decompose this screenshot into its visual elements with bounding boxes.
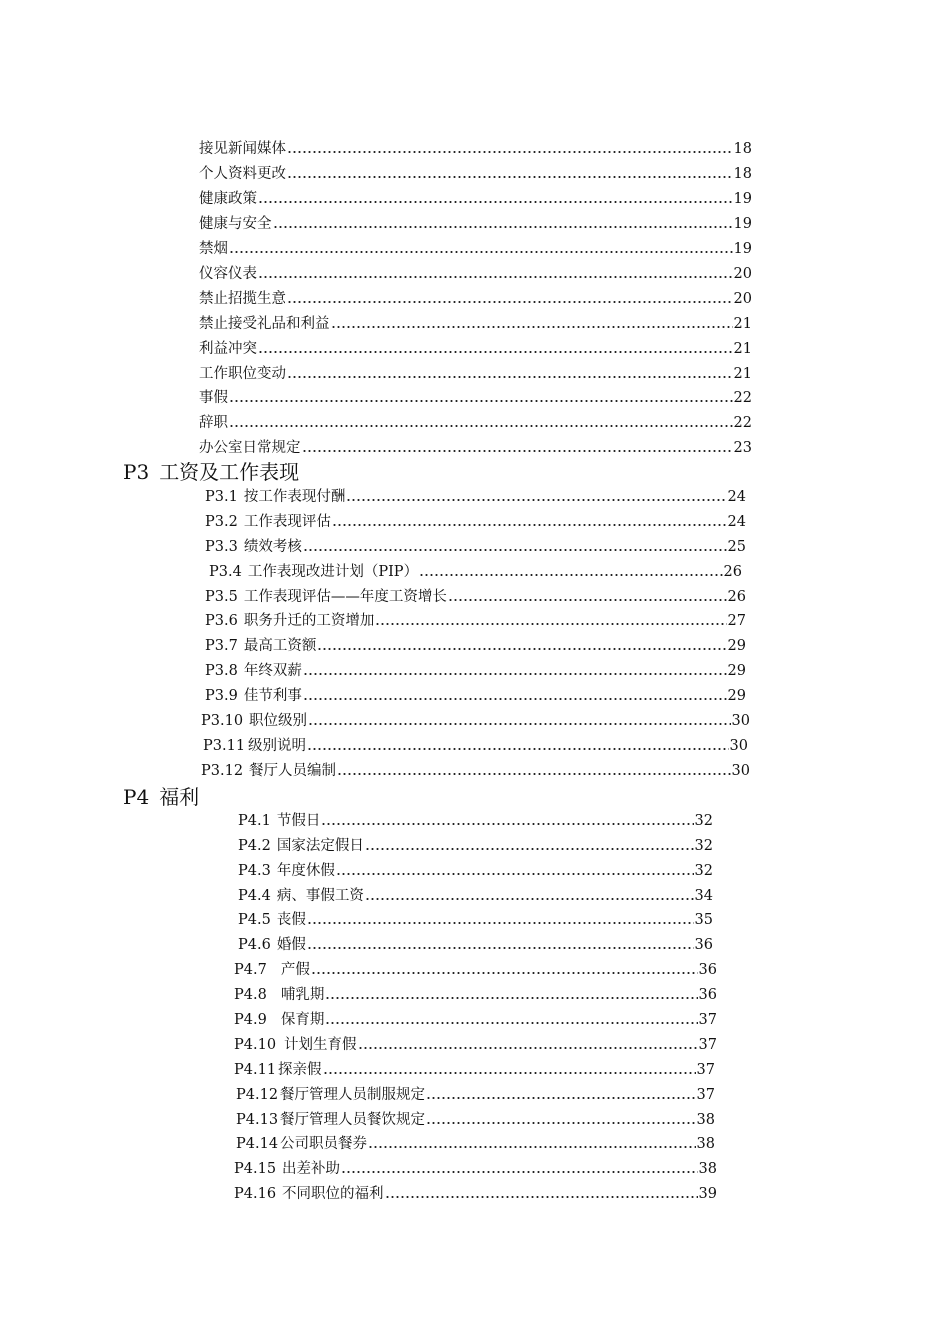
toc-entry-title: 职务升迁的工资增加 [243, 613, 375, 629]
toc-entry[interactable] [199, 413, 752, 433]
toc-entry[interactable] [199, 388, 752, 408]
toc-entry[interactable] [199, 289, 752, 309]
toc-entry-title: 餐厅人员编制 [249, 763, 337, 779]
toc-page-number: 37 [696, 1087, 715, 1103]
toc-page-number: 26 [727, 589, 746, 605]
toc-page-number: 18 [733, 141, 752, 157]
toc-page-number: 37 [698, 1012, 717, 1028]
toc-entry[interactable] [205, 512, 746, 532]
toc-leader-dots [419, 562, 722, 582]
toc-entry-title: 佳节利事 [243, 688, 302, 704]
toc-entry-number: P3.11 [203, 738, 246, 754]
toc-entry-title: 国家法定假日 [276, 838, 364, 854]
toc-leader-dots [323, 1060, 696, 1080]
toc-entry[interactable] [205, 587, 746, 607]
toc-entry-number: P3.5 [205, 589, 238, 605]
section-number: P4 [123, 785, 150, 809]
toc-entry-title: 办公室日常规定 [199, 440, 301, 456]
toc-leader-dots [303, 537, 727, 557]
toc-entry[interactable] [238, 910, 713, 930]
toc-entry-number: P4.7 [234, 962, 267, 978]
toc-entry-title: 绩效考核 [243, 539, 302, 555]
toc-leader-dots [336, 861, 694, 881]
toc-entry-number: P4.4 [238, 888, 271, 904]
toc-leader-dots [308, 711, 731, 731]
toc-entry[interactable] [234, 985, 717, 1005]
toc-entry-title: 事假 [199, 390, 228, 406]
toc-leader-dots [358, 1035, 698, 1055]
toc-entry-number: P4.1 [238, 813, 271, 829]
toc-entry-title: 出差补助 [282, 1161, 341, 1177]
toc-entry-number: P4.2 [238, 838, 271, 854]
toc-page-number: 22 [733, 415, 752, 431]
toc-entry-title: 保育期 [280, 1012, 325, 1028]
toc-leader-dots [273, 214, 733, 234]
toc-page-number: 23 [733, 440, 752, 456]
toc-leader-dots [311, 960, 698, 980]
section-heading-p4[interactable] [123, 784, 199, 810]
toc-entry-number: P4.3 [238, 863, 271, 879]
toc-entry[interactable] [209, 562, 742, 582]
toc-entry-number: P4.13 [236, 1112, 279, 1128]
toc-leader-dots [375, 611, 726, 631]
toc-entry-title: 病、事假工资 [276, 888, 364, 904]
toc-entry-title: 禁止接受礼品和利益 [199, 316, 330, 332]
toc-entry-title: 利益冲突 [199, 341, 257, 357]
toc-page-number: 24 [727, 489, 746, 505]
toc-entry[interactable] [205, 487, 746, 507]
toc-page-number: 38 [698, 1161, 717, 1177]
toc-entry-number: P4.14 [236, 1136, 279, 1152]
toc-entry[interactable] [203, 736, 748, 756]
toc-entry-title: 年度休假 [276, 863, 335, 879]
toc-entry-title: 餐厅管理人员餐饮规定 [280, 1112, 426, 1128]
toc-entry[interactable] [205, 537, 746, 557]
toc-entry[interactable] [199, 364, 752, 384]
toc-page-number: 19 [733, 191, 752, 207]
toc-entry[interactable] [234, 1159, 717, 1179]
section-number: P3 [123, 460, 150, 484]
toc-entry-title: 级别说明 [248, 738, 307, 754]
toc-page-number: 29 [727, 688, 746, 704]
toc-leader-dots [307, 910, 694, 930]
toc-entry-title: 公司职员餐券 [280, 1136, 368, 1152]
toc-entry[interactable] [199, 214, 752, 234]
toc-entry-number: P4.8 [234, 987, 267, 1003]
toc-page-number: 37 [698, 1037, 717, 1053]
toc-entry[interactable] [234, 960, 717, 980]
toc-leader-dots [307, 935, 694, 955]
toc-leader-dots [337, 761, 731, 781]
toc-entry[interactable] [234, 1060, 715, 1080]
toc-leader-dots [385, 1184, 698, 1204]
toc-leader-dots [325, 985, 697, 1005]
toc-entry-title: 计划生育假 [284, 1037, 357, 1053]
toc-page-number: 25 [727, 539, 746, 555]
toc-page-number: 24 [727, 514, 746, 530]
toc-entry[interactable] [199, 438, 752, 458]
toc-entry-title: 产假 [280, 962, 310, 978]
toc-leader-dots [325, 1010, 697, 1030]
toc-leader-dots [346, 487, 726, 507]
toc-entry[interactable] [199, 189, 752, 209]
toc-entry-title: 工作表现改进计划（PIP） [247, 564, 419, 580]
toc-entry-number: P3.1 [205, 489, 238, 505]
toc-page-number: 38 [696, 1136, 715, 1152]
toc-page-number: 38 [696, 1112, 715, 1128]
toc-leader-dots [426, 1085, 696, 1105]
toc-entry-number: P4.10 [234, 1037, 277, 1053]
toc-page-number: 21 [733, 341, 752, 357]
toc-page-number: 36 [698, 962, 717, 978]
toc-entry-title: 禁烟 [199, 241, 228, 257]
toc-entry-title: 健康政策 [199, 191, 257, 207]
toc-leader-dots [287, 364, 733, 384]
toc-page-number: 19 [733, 241, 752, 257]
toc-entry-title: 个人资料更改 [199, 166, 286, 182]
toc-entry-title: 婚假 [276, 937, 306, 953]
toc-entry[interactable] [238, 836, 713, 856]
toc-page-number: 37 [696, 1062, 715, 1078]
toc-leader-dots [302, 438, 733, 458]
toc-page-number: 21 [733, 316, 752, 332]
toc-page-number: 19 [733, 216, 752, 232]
toc-entry-number: P4.11 [234, 1062, 277, 1078]
toc-entry-title: 工作职位变动 [199, 366, 286, 382]
toc-leader-dots [287, 289, 733, 309]
toc-page-number: 18 [733, 166, 752, 182]
toc-page-number: 36 [694, 937, 713, 953]
toc-entry-title: 按工作表现付酬 [243, 489, 346, 505]
toc-page-number: 32 [694, 838, 713, 854]
toc-entry-title: 哺乳期 [280, 987, 325, 1003]
toc-entry[interactable] [236, 1134, 715, 1154]
toc-page-number: 35 [694, 912, 713, 928]
toc-entry[interactable] [205, 661, 746, 681]
toc-page-number: 29 [727, 663, 746, 679]
toc-entry-number: P3.12 [201, 763, 244, 779]
toc-entry-title: 餐厅管理人员制服规定 [280, 1087, 426, 1103]
toc-entry-title: 仪容仪表 [199, 266, 257, 282]
toc-leader-dots [331, 314, 733, 334]
section-title: 福利 [159, 785, 200, 809]
toc-entry-number: P3.10 [201, 713, 244, 729]
toc-leader-dots [258, 189, 733, 209]
toc-leader-dots [332, 512, 727, 532]
toc-leader-dots [303, 686, 727, 706]
toc-entry-title: 禁止招揽生意 [199, 291, 286, 307]
toc-entry-title: 健康与安全 [199, 216, 272, 232]
toc-entry[interactable] [234, 1184, 717, 1204]
toc-leader-dots [365, 836, 694, 856]
toc-leader-dots [229, 239, 733, 259]
toc-entry-number: P3.6 [205, 613, 238, 629]
toc-entry-title: 探亲假 [278, 1062, 322, 1078]
toc-page-number: 32 [694, 813, 713, 829]
toc-entry[interactable] [205, 636, 746, 656]
toc-page-number: 30 [731, 713, 750, 729]
toc-leader-dots [426, 1110, 696, 1130]
toc-entry[interactable] [199, 339, 752, 359]
toc-entry-number: P3.3 [205, 539, 238, 555]
toc-entry-number: P3.2 [205, 514, 238, 530]
toc-page-number: 27 [727, 613, 746, 629]
toc-entry-number: P4.6 [238, 937, 271, 953]
toc-leader-dots [341, 1159, 698, 1179]
toc-leader-dots [258, 339, 733, 359]
toc-entry-number: P3.4 [209, 564, 242, 580]
toc-entry[interactable] [234, 1035, 717, 1055]
toc-entry-number: P3.7 [205, 638, 238, 654]
toc-entry[interactable] [238, 886, 713, 906]
toc-entry-title: 丧假 [276, 912, 306, 928]
section-title: 工资及工作表现 [159, 460, 300, 484]
toc-page-number: 34 [694, 888, 713, 904]
toc-leader-dots [287, 164, 733, 184]
toc-entry[interactable] [201, 761, 750, 781]
toc-page-number: 30 [729, 738, 748, 754]
toc-entry-title: 不同职位的福利 [282, 1186, 384, 1202]
toc-entry-title: 节假日 [276, 813, 321, 829]
toc-entry-number: P3.8 [205, 663, 238, 679]
toc-entry[interactable] [199, 314, 752, 334]
toc-page-number: 20 [733, 291, 752, 307]
toc-entry[interactable] [199, 139, 752, 159]
toc-entry-title: 接见新闻媒体 [199, 141, 286, 157]
toc-entry[interactable] [201, 711, 750, 731]
toc-entry[interactable] [236, 1110, 715, 1130]
toc-entry[interactable] [236, 1085, 715, 1105]
toc-page-number: 30 [731, 763, 750, 779]
toc-entry-number: P4.15 [234, 1161, 277, 1177]
toc-entry[interactable] [205, 686, 746, 706]
toc-page-number: 21 [733, 366, 752, 382]
toc-entry[interactable] [199, 264, 752, 284]
toc-leader-dots [448, 587, 727, 607]
toc-leader-dots [307, 736, 729, 756]
toc-page-number: 20 [733, 266, 752, 282]
toc-entry-title: 工作表现评估 [243, 514, 331, 530]
toc-entry-number: P4.12 [236, 1087, 279, 1103]
section-heading-p3[interactable] [123, 459, 299, 485]
toc-entry[interactable] [199, 164, 752, 184]
toc-leader-dots [368, 1134, 696, 1154]
toc-leader-dots [287, 139, 733, 159]
toc-leader-dots [321, 811, 693, 831]
toc-page-number: 36 [698, 987, 717, 1003]
toc-entry-number: P3.9 [205, 688, 238, 704]
toc-page-number: 29 [727, 638, 746, 654]
toc-entry[interactable] [205, 611, 746, 631]
toc-page-number: 26 [723, 564, 742, 580]
toc-page-number: 32 [694, 863, 713, 879]
toc-page-number: 39 [698, 1186, 717, 1202]
toc-entry-title: 辞职 [199, 415, 228, 431]
toc-leader-dots [229, 388, 733, 408]
toc-entry-number: P4.9 [234, 1012, 267, 1028]
toc-entry[interactable] [238, 935, 713, 955]
toc-entry-number: P4.16 [234, 1186, 277, 1202]
toc-entry-title: 年终双薪 [243, 663, 302, 679]
toc-entry-title: 最高工资额 [243, 638, 317, 654]
toc-leader-dots [317, 636, 726, 656]
toc-entry[interactable] [234, 1010, 717, 1030]
toc-entry[interactable] [199, 239, 752, 259]
toc-leader-dots [365, 886, 694, 906]
toc-leader-dots [258, 264, 733, 284]
toc-leader-dots [229, 413, 733, 433]
toc-leader-dots [303, 661, 727, 681]
toc-entry-title: 职位级别 [249, 713, 308, 729]
toc-entry[interactable] [238, 861, 713, 881]
toc-page-number: 22 [733, 390, 752, 406]
toc-entry-title: 工作表现评估——年度工资增长 [243, 589, 447, 605]
toc-entry-number: P4.5 [238, 912, 271, 928]
toc-entry[interactable] [238, 811, 713, 831]
